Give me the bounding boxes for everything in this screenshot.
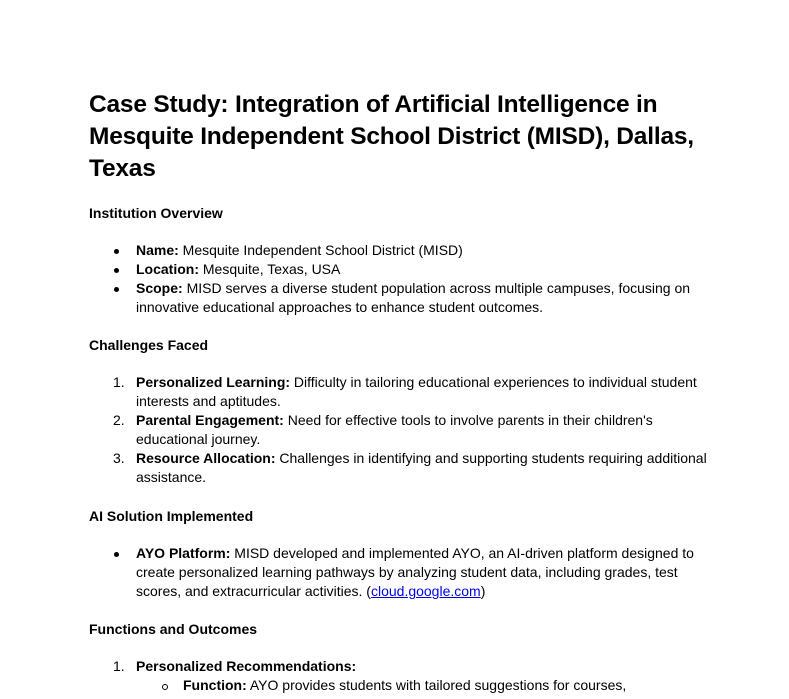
heading-ai-solution: AI Solution Implemented (89, 508, 254, 524)
list-item: 1. Personalized Learning: Difficulty in tailoring educational experiences to individual student interests and aptitudes. (113, 374, 697, 409)
bullet-icon (114, 249, 119, 254)
bullet-icon (114, 268, 119, 273)
heading-challenges-faced: Challenges Faced (89, 337, 209, 353)
source-link[interactable]: cloud.google.com (370, 583, 481, 599)
list-item: 3. Resource Allocation: Challenges in identifying and supporting students requiring additional assistance. (113, 450, 707, 485)
heading-functions-outcomes: Functions and Outcomes (89, 621, 258, 637)
bullet-icon (114, 552, 119, 557)
bullet-icon (114, 287, 119, 292)
heading-institution-overview: Institution Overview (89, 205, 223, 221)
sub-list-item: Function: AYO provides students with tailored suggestions for courses, (183, 676, 763, 695)
document-title: Case Study: Integration of Artificial Intelligence in Mesquite Independent School District (MISD), Dallas, Texas (89, 91, 694, 182)
list-item: Location: Mesquite, Texas, USA (136, 260, 716, 279)
list-item: Scope: MISD serves a diverse student population across multiple campuses, focusing on innovative educational approaches to enhance student outcomes. (136, 279, 716, 317)
list-item: 1. Personalized Recommendations: (113, 658, 357, 674)
circle-bullet-icon (162, 684, 168, 690)
list-item: Name: Mesquite Independent School District (MISD) (136, 241, 716, 260)
list-item: AYO Platform: MISD developed and implemented AYO, an AI-driven platform designed to create personalized learning pathways by analyzing student data, including grades, test scores, and extracurricular activities. (cloud.google.com) (136, 544, 716, 601)
list-item: 2. Parental Engagement: Need for effective tools to involve parents in their children's educational journey. (113, 412, 653, 447)
